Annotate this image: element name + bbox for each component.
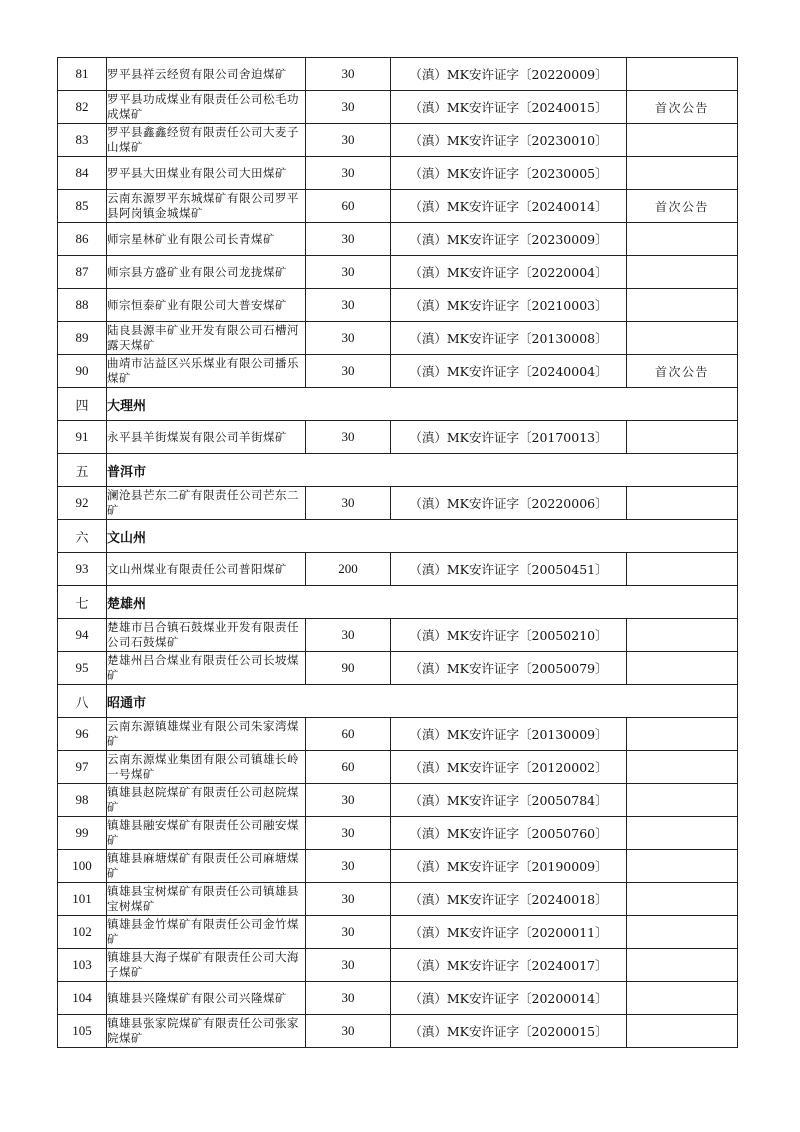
table-row [58,949,738,982]
remark [627,256,738,289]
mine-name: 镇雄县兴隆煤矿有限公司兴隆煤矿 [107,982,306,1015]
table-row [58,322,738,355]
license-number: （滇）MK安许证字〔20240014〕 [391,190,627,223]
capacity: 30 [306,322,391,355]
table-row [58,124,738,157]
mine-name: 镇雄县宝树煤矿有限责任公司镇雄县宝树煤矿 [107,883,306,916]
license-number: （滇）MK安许证字〔20130009〕 [391,718,627,751]
table-row [58,58,738,91]
table-row [58,883,738,916]
section-number: 七 [58,586,107,619]
row-number: 105 [58,1015,107,1048]
remark [627,949,738,982]
section-title: 楚雄州 [107,586,738,619]
remark: 首次公告 [627,355,738,388]
section-title: 普洱市 [107,454,738,487]
row-number: 102 [58,916,107,949]
mine-name: 云南东源罗平东城煤矿有限公司罗平县阿岗镇金城煤矿 [107,190,306,223]
section-row [58,388,738,421]
remark [627,652,738,685]
row-number: 93 [58,553,107,586]
section-title: 昭通市 [107,685,738,718]
remark [627,553,738,586]
mine-name: 曲靖市沾益区兴乐煤业有限公司播乐煤矿 [107,355,306,388]
table-row [58,982,738,1015]
remark [627,124,738,157]
table-row [58,1015,738,1048]
capacity: 30 [306,982,391,1015]
capacity: 30 [306,91,391,124]
row-number: 86 [58,223,107,256]
table-row [58,916,738,949]
capacity: 200 [306,553,391,586]
row-number: 101 [58,883,107,916]
license-number: （滇）MK安许证字〔20230009〕 [391,223,627,256]
table-row [58,652,738,685]
row-number: 84 [58,157,107,190]
coal-mine-license-table [57,57,738,1048]
row-number: 100 [58,850,107,883]
row-number: 90 [58,355,107,388]
license-number: （滇）MK安许证字〔20230010〕 [391,124,627,157]
remark [627,817,738,850]
mine-name: 师宗恒泰矿业有限公司大普安煤矿 [107,289,306,322]
table-row [58,91,738,124]
capacity: 30 [306,157,391,190]
row-number: 88 [58,289,107,322]
license-number: （滇）MK安许证字〔20200011〕 [391,916,627,949]
section-title: 文山州 [107,520,738,553]
remark [627,487,738,520]
license-number: （滇）MK安许证字〔20230005〕 [391,157,627,190]
license-number: （滇）MK安许证字〔20240004〕 [391,355,627,388]
row-number: 98 [58,784,107,817]
mine-name: 楚雄市吕合镇石鼓煤业开发有限责任公司石鼓煤矿 [107,619,306,652]
remark [627,916,738,949]
capacity: 30 [306,883,391,916]
section-row [58,685,738,718]
table-row [58,784,738,817]
table-row [58,487,738,520]
remark [627,322,738,355]
table-body [58,58,738,1048]
row-number: 83 [58,124,107,157]
capacity: 90 [306,652,391,685]
section-title: 大理州 [107,388,738,421]
license-number: （滇）MK安许证字〔20130008〕 [391,322,627,355]
section-number: 四 [58,388,107,421]
mine-name: 罗平县鑫鑫经贸有限责任公司大麦子山煤矿 [107,124,306,157]
license-number: （滇）MK安许证字〔20220006〕 [391,487,627,520]
row-number: 97 [58,751,107,784]
remark [627,982,738,1015]
row-number: 96 [58,718,107,751]
capacity: 30 [306,817,391,850]
capacity: 30 [306,421,391,454]
remark [627,223,738,256]
row-number: 104 [58,982,107,1015]
remark [627,157,738,190]
table-row [58,289,738,322]
capacity: 30 [306,355,391,388]
table-row [58,619,738,652]
remark [627,883,738,916]
table-row [58,817,738,850]
license-number: （滇）MK安许证字〔20220009〕 [391,58,627,91]
table-row [58,421,738,454]
mine-name: 师宗星林矿业有限公司长青煤矿 [107,223,306,256]
license-number: （滇）MK安许证字〔20120002〕 [391,751,627,784]
row-number: 94 [58,619,107,652]
row-number: 99 [58,817,107,850]
license-number: （滇）MK安许证字〔20240017〕 [391,949,627,982]
row-number: 85 [58,190,107,223]
remark [627,58,738,91]
mine-name: 镇雄县大海子煤矿有限责任公司大海子煤矿 [107,949,306,982]
table-row [58,751,738,784]
mine-name: 永平县羊街煤炭有限公司羊街煤矿 [107,421,306,454]
license-number: （滇）MK安许证字〔20210003〕 [391,289,627,322]
capacity: 60 [306,751,391,784]
capacity: 30 [306,1015,391,1048]
table-row [58,157,738,190]
remark [627,289,738,322]
section-number: 六 [58,520,107,553]
capacity: 30 [306,784,391,817]
remark: 首次公告 [627,91,738,124]
remark [627,850,738,883]
capacity: 60 [306,718,391,751]
license-number: （滇）MK安许证字〔20050784〕 [391,784,627,817]
capacity: 30 [306,124,391,157]
license-number: （滇）MK安许证字〔20050079〕 [391,652,627,685]
capacity: 30 [306,223,391,256]
section-row [58,520,738,553]
license-number: （滇）MK安许证字〔20240015〕 [391,91,627,124]
mine-name: 云南东源镇雄煤业有限公司朱家湾煤矿 [107,718,306,751]
remark: 首次公告 [627,190,738,223]
capacity: 30 [306,850,391,883]
row-number: 87 [58,256,107,289]
license-number: （滇）MK安许证字〔20190009〕 [391,850,627,883]
mine-name: 镇雄县张家院煤矿有限责任公司张家院煤矿 [107,1015,306,1048]
mine-name: 陆良县源丰矿业开发有限公司石槽河露天煤矿 [107,322,306,355]
capacity: 30 [306,949,391,982]
section-row [58,586,738,619]
mine-name: 镇雄县麻塘煤矿有限责任公司麻塘煤矿 [107,850,306,883]
row-number: 95 [58,652,107,685]
section-number: 五 [58,454,107,487]
capacity: 30 [306,289,391,322]
capacity: 30 [306,916,391,949]
section-number: 八 [58,685,107,718]
capacity: 30 [306,58,391,91]
row-number: 91 [58,421,107,454]
license-number: （滇）MK安许证字〔20050451〕 [391,553,627,586]
mine-name: 文山州煤业有限责任公司普阳煤矿 [107,553,306,586]
mine-name: 云南东源煤业集团有限公司镇雄长岭一号煤矿 [107,751,306,784]
capacity: 30 [306,619,391,652]
license-number: （滇）MK安许证字〔20200014〕 [391,982,627,1015]
license-number: （滇）MK安许证字〔20200015〕 [391,1015,627,1048]
license-number: （滇）MK安许证字〔20220004〕 [391,256,627,289]
row-number: 103 [58,949,107,982]
license-number: （滇）MK安许证字〔20050210〕 [391,619,627,652]
row-number: 92 [58,487,107,520]
remark [627,718,738,751]
table-row [58,718,738,751]
remark [627,619,738,652]
mine-name: 镇雄县融安煤矿有限责任公司融安煤矿 [107,817,306,850]
table-row [58,355,738,388]
mine-name: 楚雄州吕合煤业有限责任公司长坡煤矿 [107,652,306,685]
table-row [58,553,738,586]
row-number: 89 [58,322,107,355]
remark [627,1015,738,1048]
remark [627,421,738,454]
license-number: （滇）MK安许证字〔20170013〕 [391,421,627,454]
row-number: 81 [58,58,107,91]
capacity: 60 [306,190,391,223]
mine-name: 罗平县大田煤业有限公司大田煤矿 [107,157,306,190]
table-row [58,256,738,289]
table-row [58,850,738,883]
mine-name: 师宗县方盛矿业有限公司龙拢煤矿 [107,256,306,289]
row-number: 82 [58,91,107,124]
mine-name: 澜沧县芒东二矿有限责任公司芒东二矿 [107,487,306,520]
mine-name: 罗平县功成煤业有限责任公司松毛功成煤矿 [107,91,306,124]
section-row [58,454,738,487]
license-number: （滇）MK安许证字〔20050760〕 [391,817,627,850]
table-row [58,223,738,256]
capacity: 30 [306,487,391,520]
table-row [58,190,738,223]
remark [627,784,738,817]
mine-name: 镇雄县赵院煤矿有限责任公司赵院煤矿 [107,784,306,817]
mine-name: 镇雄县金竹煤矿有限责任公司金竹煤矿 [107,916,306,949]
capacity: 30 [306,256,391,289]
mine-name: 罗平县祥云经贸有限公司舍迫煤矿 [107,58,306,91]
remark [627,751,738,784]
license-number: （滇）MK安许证字〔20240018〕 [391,883,627,916]
